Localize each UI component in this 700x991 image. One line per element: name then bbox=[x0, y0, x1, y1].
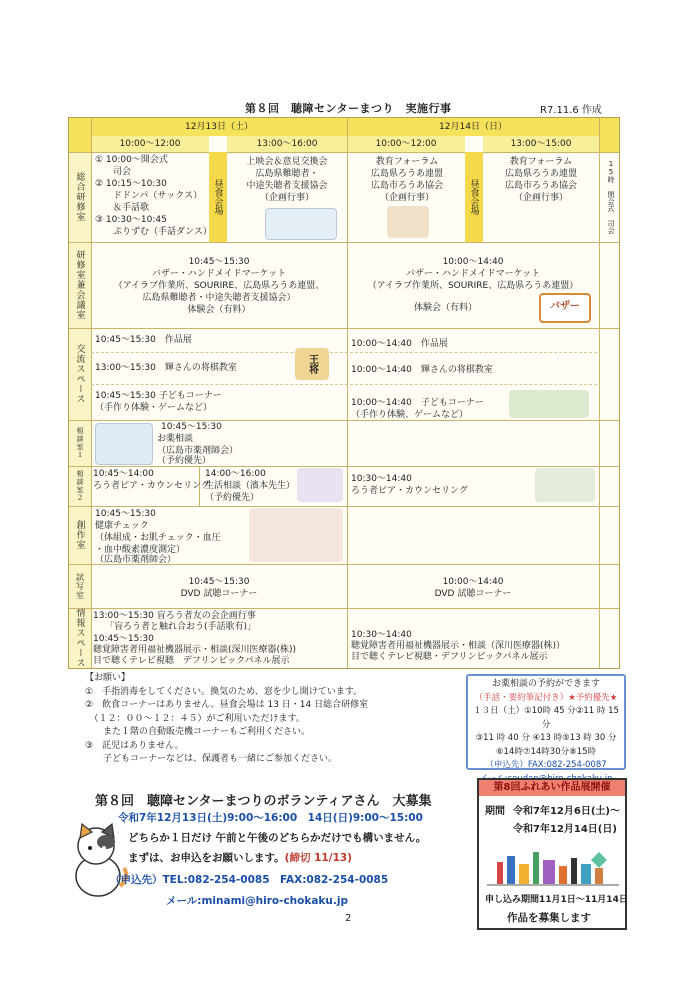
sogo-d1am-4: ＆手話歌 bbox=[95, 203, 150, 213]
sogo-d1am-2: ② 10:15～10:30 bbox=[95, 179, 167, 189]
joho-d2-2: 目で聴くテレビ視聴・デフリンピックパネル展示 bbox=[351, 652, 548, 662]
volunteer-contact: （申込先）TEL:082-254-0085 FAX:082-254-0085 bbox=[110, 874, 389, 886]
exhibition-box bbox=[477, 778, 627, 930]
consult-fax: （申込先）FAX:082-254-0087 bbox=[485, 760, 607, 770]
sogo-d1pm-0: 上映会＆意見交換会 bbox=[246, 157, 328, 167]
sosaku-3: ・血中酸素濃度測定） bbox=[95, 545, 186, 555]
sogo-d2am-2: 広島市ろうあ協会 bbox=[370, 181, 443, 191]
exhibit-to: 令和7年12月14日(日) bbox=[513, 824, 617, 835]
exhibit-call: 作品を募集します bbox=[507, 912, 591, 924]
kenshu-d1-1: バザー・ハンドメイドマーケット bbox=[151, 269, 287, 279]
sodan1-2: （広島市薬剤師会） bbox=[157, 446, 239, 456]
shisha-d2-0: 10:00～14:40 bbox=[442, 577, 504, 587]
created-date: R7.11.6 作成 bbox=[540, 105, 602, 116]
volunteer-line3-text: まずは、お申込をお願いします。 bbox=[128, 852, 285, 864]
kenshu-d2-3: 体験会（有料） bbox=[414, 303, 478, 313]
exhibit-apply-period: 申し込み期間11月1日～11月14日 bbox=[485, 895, 628, 905]
pharmacist-illustration bbox=[95, 423, 153, 465]
row-label-joho: 情報スペース bbox=[69, 608, 91, 668]
row-label-sodan1: 相談室１ bbox=[69, 420, 91, 466]
kenshu-d2-2: （アイラブ作業所、SOURIRE、広島県ろうあ連盟） bbox=[367, 281, 579, 291]
sogo-d2am-3: （企画行事） bbox=[379, 193, 434, 203]
page-number: 2 bbox=[345, 913, 352, 924]
joho-d1-3: 聴覚障害者用福祉機器展示・相談(深川医療器(株)) bbox=[93, 645, 297, 655]
note-line-6: 子どもコーナーなどは、保護者も一緒にご参加ください。 bbox=[85, 754, 338, 764]
note-line-2: ② 飲食コーナーはありません。昼食会場は 13 日・14 日総合研修室 bbox=[85, 700, 369, 710]
kenshu-d1-4: 体験会（有料） bbox=[187, 305, 251, 315]
sosaku-0: 10:45～15:30 bbox=[95, 509, 156, 519]
row-label-koryu: 交流スペース bbox=[69, 328, 91, 420]
joho-d1-4: 目で聴くテレビ視聴 デフリンピックパネル展示 bbox=[93, 656, 290, 666]
day1-header: 12月13日（土） bbox=[91, 118, 347, 136]
koryu-d1-c1: 10:45～15:30 子どもコーナー bbox=[95, 391, 222, 401]
kenshu-d1-3: 広島県難聴者・中途失聴者支援協会） bbox=[142, 293, 296, 303]
sogo-d1am-6: ぷりずむ（手話ダンス） bbox=[95, 227, 212, 237]
consult-slot-2: ③11 時 40 分 ④13 時⑤13 時 30 分 bbox=[475, 733, 617, 743]
row-label-shisha: 試写室 bbox=[69, 564, 91, 608]
sogo-d1am-3: ドドンパ（サックス） bbox=[95, 191, 203, 201]
volunteer-deadline: (締切 11/13) bbox=[284, 852, 352, 864]
d1-am-time: 10:00～12:00 bbox=[91, 136, 209, 152]
sogo-d1am-1: 司会 bbox=[95, 167, 132, 177]
kids-corner-illustration bbox=[509, 390, 589, 418]
counseling-illustration-d1 bbox=[297, 468, 343, 502]
sogo-d1pm-3: （企画行事） bbox=[259, 193, 314, 203]
sogo-d2am-1: 広島県ろうあ連盟 bbox=[370, 169, 443, 179]
sodan2-d2-1: ろう者ピア・カウンセリング bbox=[351, 486, 468, 496]
closing-note: 15時 閉会式 司会 bbox=[607, 160, 615, 234]
volunteer-line2: どちらか１日だけ 午前と午後のどちらかだけでも構いません。 bbox=[128, 832, 427, 844]
sosaku-4: （広島市薬剤師会） bbox=[95, 555, 177, 565]
koryu-d1-b: 13:00～15:30 輝さんの将棋教室 bbox=[95, 363, 237, 373]
exhibit-period-label: 期間 bbox=[485, 806, 505, 817]
shogi-piece: 王将 bbox=[295, 348, 329, 380]
koryu-d2-b: 10:00～14:40 輝さんの将棋教室 bbox=[351, 365, 493, 375]
koryu-d1-c2: （手作り体験・ゲームなど） bbox=[95, 403, 213, 413]
consult-title: お薬相談の予約ができます bbox=[491, 679, 600, 689]
volunteer-line3 bbox=[128, 850, 352, 867]
notes-section bbox=[85, 672, 465, 767]
koryu-d2-c1: 10:00～14:40 子どもコーナー bbox=[351, 398, 484, 408]
lunch-d1: 昼食会場 bbox=[209, 152, 227, 242]
volunteer-title: 第８回 聴障センターまつりのボランティアさん 大募集 bbox=[95, 794, 432, 809]
note-line-1: ① 手指消毒をしてください。換気のため、窓を少し開けています。 bbox=[85, 686, 362, 697]
shisha-d2-1: DVD 試聴コーナー bbox=[434, 589, 512, 599]
corner-cell-right bbox=[599, 118, 619, 152]
exhibit-from: 令和7年12月6日(土)～ bbox=[513, 806, 620, 817]
consult-slot-3: ⑥14時⑦14時30分⑧15時 bbox=[495, 746, 597, 757]
medicine-consult-box bbox=[466, 674, 626, 770]
kenshu-d2-0: 10:00～14:40 bbox=[442, 257, 504, 267]
craft-illustration bbox=[487, 838, 619, 888]
consult-slot-1: １３日（土）①10時 45 分②11 時 15 分 bbox=[473, 706, 619, 730]
joho-d1-2: 10:45～15:30 bbox=[93, 634, 154, 644]
corner-cell bbox=[69, 118, 91, 152]
koryu-d1-a: 10:45～15:30 作品展 bbox=[95, 335, 192, 345]
sogo-d2am-0: 教育フォーラム bbox=[375, 157, 439, 167]
sodan2-d1r-2: （予約優先） bbox=[205, 493, 260, 503]
sodan1-3: （予約優先） bbox=[157, 456, 212, 466]
joho-d1-1: 「盲ろう者と触れ合おう(手話歌有)」 bbox=[105, 622, 257, 632]
sogo-d2pm-1: 広島県ろうあ連盟 bbox=[504, 169, 577, 179]
counseling-illustration-d2 bbox=[535, 468, 595, 502]
day2-header: 12月14日（日） bbox=[347, 118, 599, 136]
volunteer-mail: メール:minami@hiro-chokaku.jp bbox=[166, 895, 348, 907]
sogo-d1pm-1: 広島県難聴者・ bbox=[255, 169, 319, 179]
row-label-sosaku: 創作室 bbox=[69, 506, 91, 564]
consult-sub: （手話・要約筆記付き）★予約優先★ bbox=[474, 692, 618, 703]
sogo-d2pm-2: 広島市ろうあ協会 bbox=[504, 181, 577, 191]
sogo-d1am-5: ③ 10:30～10:45 bbox=[95, 215, 167, 225]
page-title: 第８回 聴障センターまつり 実施行事 bbox=[245, 102, 452, 115]
sodan2-d1r-1: 生活相談（濱本先生） bbox=[205, 481, 296, 491]
row-label-sodan2: 相談室２ bbox=[69, 466, 91, 506]
d1-pm-time: 13:00～16:00 bbox=[227, 136, 347, 152]
kenshu-d1-0: 10:45～15:30 bbox=[188, 257, 250, 267]
row-label-sogo: 総合研修室 bbox=[69, 152, 91, 242]
notes-heading: 【お願い】 bbox=[85, 673, 131, 683]
kenshu-d1-2: （アイラブ作業所、SOURIRE、広島県ろうあ連盟、 bbox=[113, 281, 325, 291]
sogo-d2pm-3: （企画行事） bbox=[513, 193, 568, 203]
joho-d2-1: 聴覚障害者用福祉機器展示・相談（深川医療器(株)） bbox=[351, 641, 566, 651]
note-line-3: （１２：００～１２：４５）がご利用いただけます。 bbox=[85, 713, 305, 724]
sodan2-d2-0: 10:30～14:40 bbox=[351, 474, 412, 484]
volunteer-dates: 令和7年12月13日(土)9:00～16:00 14日(日)9:00～15:00 bbox=[118, 812, 423, 824]
shisha-d1-1: DVD 試聴コーナー bbox=[180, 589, 258, 599]
sodan2-d1l-1: ろう者ピア・カウンセリング bbox=[93, 481, 210, 491]
joho-d1-0: 13:00～15:30 盲ろう者友の会企画行事 bbox=[93, 611, 256, 621]
forum-illustration bbox=[387, 206, 429, 238]
sogo-d2pm-0: 教育フォーラム bbox=[509, 157, 573, 167]
d2-pm-time: 13:00～15:00 bbox=[483, 136, 599, 152]
schedule-table bbox=[68, 117, 620, 669]
note-line-5: ③ 託児はありません。 bbox=[85, 740, 184, 751]
sosaku-1: 健康チェック bbox=[95, 521, 149, 531]
exhibit-title: 第8回ふれあい作品展開催 bbox=[479, 780, 625, 796]
sogo-d1pm-2: 中途失聴者支援協会 bbox=[246, 181, 328, 191]
sogo-d1am-0: ① 10:00～開会式 bbox=[95, 155, 168, 165]
row-label-kenshu: 研修室兼会議室 bbox=[69, 242, 91, 328]
koryu-d2-a: 10:00～14:40 作品展 bbox=[351, 339, 448, 349]
d2-am-time: 10:00～12:00 bbox=[347, 136, 465, 152]
sodan1-1: お薬相談 bbox=[157, 434, 194, 444]
health-check-illustration bbox=[249, 508, 343, 562]
sodan2-d1l-0: 10:45～14:00 bbox=[93, 469, 154, 479]
bazaar-sign: バザー bbox=[539, 293, 591, 323]
sodan1-0: 10:45～15:30 bbox=[161, 422, 222, 432]
note-line-4: また１階の自動販売機コーナーもご利用ください。 bbox=[85, 727, 311, 737]
koryu-d2-c2: （手作り体験、ゲームなど） bbox=[351, 410, 469, 420]
kenshu-d2-1: バザー・ハンドメイドマーケット bbox=[405, 269, 541, 279]
lunch-d2: 昼食会場 bbox=[465, 152, 483, 242]
shisha-d1-0: 10:45～15:30 bbox=[188, 577, 250, 587]
sodan2-d1r-0: 14:00～16:00 bbox=[205, 469, 266, 479]
sosaku-2: （体組成・お肌チェック・血圧 bbox=[95, 533, 221, 543]
joho-d2-0: 10:30～14:40 bbox=[351, 630, 412, 640]
screening-illustration bbox=[265, 208, 337, 240]
